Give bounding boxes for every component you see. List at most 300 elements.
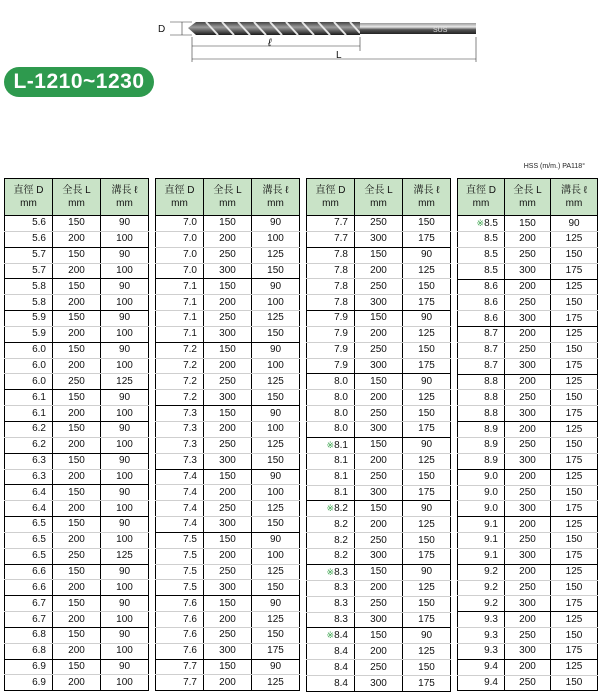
flute-length-cell: 175 (551, 643, 598, 659)
overall-length-cell: 250 (355, 596, 403, 612)
table-row (5, 675, 149, 691)
overall-length-cell: 200 (505, 374, 551, 390)
flute-length-cell: 150 (551, 247, 598, 263)
table-row (307, 596, 451, 612)
overall-length-cell: 300 (505, 263, 551, 279)
table-row (458, 327, 598, 343)
flute-length-cell: 100 (252, 358, 300, 374)
table-row (307, 437, 451, 453)
overall-length-cell: 200 (505, 469, 551, 485)
diameter-cell: 6.8 (5, 627, 53, 643)
diameter-cell: 8.1 (307, 469, 355, 485)
overall-length-cell: 300 (505, 406, 551, 422)
overall-length-cell: 200 (355, 326, 403, 342)
diameter-cell: 7.1 (156, 295, 204, 311)
diameter-cell: 9.3 (458, 628, 505, 644)
table-row (307, 342, 451, 358)
overall-length-cell: 300 (355, 485, 403, 501)
flute-length-cell: 125 (252, 564, 300, 580)
table-row (458, 437, 598, 453)
table-row (5, 612, 149, 628)
overall-length-cell: 200 (355, 263, 403, 279)
flute-length-cell: 100 (101, 437, 149, 453)
flute-length-cell: 100 (101, 326, 149, 342)
diameter-cell: 8.0 (307, 390, 355, 406)
flute-length-cell: 90 (101, 216, 149, 232)
table-row (5, 247, 149, 263)
diameter-cell: 9.2 (458, 580, 505, 596)
overall-length-cell: 150 (355, 564, 403, 580)
overall-length-cell: 200 (355, 390, 403, 406)
mark-icon: ※ (326, 566, 335, 577)
diameter-cell: 7.2 (156, 358, 204, 374)
overall-length-cell: 250 (505, 675, 551, 691)
flute-length-cell: 175 (551, 263, 598, 279)
diameter-cell: 8.2 (307, 549, 355, 565)
flute-length-cell: 175 (403, 231, 451, 247)
flute-length-cell: 175 (551, 453, 598, 469)
diameter-cell: 8.5 (458, 263, 505, 279)
table-row (156, 279, 300, 295)
flute-length-cell: 100 (252, 295, 300, 311)
table-row (307, 406, 451, 422)
table-row (5, 437, 149, 453)
overall-length-cell: 200 (204, 485, 252, 501)
table-row (458, 374, 598, 390)
table-row (458, 342, 598, 358)
diameter-cell: 7.9 (307, 342, 355, 358)
table-row (307, 390, 451, 406)
flute-length-cell: 90 (403, 437, 451, 453)
table-row (5, 643, 149, 659)
flute-length-cell: 150 (551, 390, 598, 406)
flute-length-cell: 125 (403, 326, 451, 342)
flute-length-cell: 90 (101, 279, 149, 295)
overall-length-cell: 200 (204, 548, 252, 564)
overall-length-cell: 300 (204, 390, 252, 406)
table-row (5, 358, 149, 374)
table-row (458, 485, 598, 501)
table-row (307, 660, 451, 676)
diameter-cell: 9.4 (458, 675, 505, 691)
diameter-cell: 5.8 (5, 279, 53, 295)
flute-length-cell: 175 (403, 485, 451, 501)
table-row (156, 216, 300, 232)
overall-length-cell: 200 (355, 453, 403, 469)
overall-length-cell: 200 (355, 580, 403, 596)
diameter-cell: 7.5 (156, 580, 204, 596)
table-row (458, 422, 598, 438)
overall-length-cell: 200 (505, 232, 551, 248)
diameter-cell: 7.3 (156, 406, 204, 422)
header-overall-length: 全長 L mm (204, 179, 252, 216)
diameter-cell: 7.5 (156, 532, 204, 548)
overall-length-cell: 300 (204, 580, 252, 596)
flute-length-cell: 100 (101, 501, 149, 517)
flute-length-cell: 150 (403, 596, 451, 612)
table-row (458, 216, 598, 232)
flute-length-cell: 125 (551, 422, 598, 438)
flute-length-cell: 175 (551, 548, 598, 564)
overall-length-cell: 200 (53, 580, 101, 596)
flute-length-cell: 150 (551, 533, 598, 549)
flute-length-cell: 175 (252, 643, 300, 659)
table-row (156, 643, 300, 659)
diameter-cell: 6.3 (5, 453, 53, 469)
table-row (458, 469, 598, 485)
overall-length-cell: 250 (355, 660, 403, 676)
overall-length-cell: 250 (505, 628, 551, 644)
overall-length-cell: 150 (204, 596, 252, 612)
overall-length-cell: 300 (505, 453, 551, 469)
diameter-cell: 9.0 (458, 501, 505, 517)
table-row (156, 390, 300, 406)
diameter-cell: 6.1 (5, 406, 53, 422)
diameter-cell: 5.6 (5, 216, 53, 232)
overall-length-cell: 300 (505, 311, 551, 327)
overall-length-cell: 200 (204, 612, 252, 628)
flute-length-cell: 175 (403, 549, 451, 565)
flute-length-cell: 125 (252, 374, 300, 390)
diameter-cell: 8.9 (458, 422, 505, 438)
diameter-cell: 9.1 (458, 517, 505, 533)
overall-length-cell: 250 (505, 437, 551, 453)
diameter-cell: 5.6 (5, 231, 53, 247)
overall-length-cell: 250 (53, 548, 101, 564)
diameter-cell: 8.0 (307, 421, 355, 437)
overall-length-cell: 200 (505, 659, 551, 675)
table-row (156, 485, 300, 501)
flute-length-cell: 125 (551, 659, 598, 675)
diameter-cell: 9.1 (458, 533, 505, 549)
overall-length-cell: 200 (505, 279, 551, 295)
diameter-cell: 7.2 (156, 390, 204, 406)
flute-length-cell: 175 (403, 676, 451, 692)
overall-length-cell: 250 (355, 406, 403, 422)
overall-length-cell: 250 (505, 533, 551, 549)
diameter-cell: 5.7 (5, 263, 53, 279)
series-badge: L-1210~1230 (4, 67, 154, 97)
table-row (5, 469, 149, 485)
flute-length-label: ℓ (268, 37, 272, 49)
diameter-cell: 7.1 (156, 279, 204, 295)
flute-length-cell: 125 (101, 548, 149, 564)
overall-length-cell: 150 (53, 216, 101, 232)
diameter-cell: 7.7 (307, 231, 355, 247)
overall-length-cell: 200 (53, 469, 101, 485)
diameter-cell: 8.5 (458, 247, 505, 263)
overall-length-cell: 200 (204, 358, 252, 374)
header-diameter: 直徑 D mm (156, 179, 204, 216)
flute-length-cell: 125 (551, 469, 598, 485)
flute-length-cell: 150 (403, 469, 451, 485)
overall-length-cell: 200 (505, 564, 551, 580)
table-row (307, 549, 451, 565)
header-overall-length: 全長 L mm (505, 179, 551, 216)
flute-length-cell: 90 (252, 216, 300, 232)
header-flute-length: 溝長 ℓ mm (403, 179, 451, 216)
diameter-cell: 7.0 (156, 216, 204, 232)
diameter-cell: 7.9 (307, 326, 355, 342)
diameter-cell: 8.7 (458, 327, 505, 343)
flute-length-cell: 150 (252, 627, 300, 643)
flute-length-cell: 175 (403, 612, 451, 628)
diameter-cell: ※8.3 (307, 564, 355, 580)
flute-length-cell: 90 (252, 342, 300, 358)
flute-length-cell: 100 (252, 231, 300, 247)
diameter-cell: 7.8 (307, 279, 355, 295)
overall-length-cell: 200 (53, 501, 101, 517)
table-row (5, 517, 149, 533)
diameter-cell: 6.1 (5, 390, 53, 406)
table-row (156, 612, 300, 628)
diameter-cell: 8.7 (458, 358, 505, 374)
table-row (307, 311, 451, 327)
table-row (156, 247, 300, 263)
table-row (307, 421, 451, 437)
table-row (156, 659, 300, 675)
diameter-cell: 9.0 (458, 469, 505, 485)
flute-length-cell: 175 (551, 596, 598, 612)
flute-length-cell: 90 (403, 564, 451, 580)
diameter-cell: 6.0 (5, 342, 53, 358)
diameter-cell: 5.9 (5, 326, 53, 342)
overall-length-cell: 300 (505, 596, 551, 612)
table-row (5, 231, 149, 247)
flute-length-cell: 150 (252, 390, 300, 406)
diameter-cell: 7.1 (156, 311, 204, 327)
overall-length-cell: 200 (204, 231, 252, 247)
diameter-cell: 7.8 (307, 247, 355, 263)
flute-length-cell: 125 (403, 390, 451, 406)
table-row (458, 295, 598, 311)
diameter-cell: 7.0 (156, 231, 204, 247)
table-row (307, 326, 451, 342)
overall-length-cell: 250 (505, 580, 551, 596)
table-row (156, 517, 300, 533)
overall-length-cell: 150 (204, 532, 252, 548)
flute-length-cell: 175 (551, 311, 598, 327)
table-row (458, 501, 598, 517)
flute-length-cell: 90 (403, 628, 451, 644)
overall-length-cell: 200 (355, 644, 403, 660)
flute-length-cell: 125 (403, 453, 451, 469)
table-row (156, 580, 300, 596)
flute-length-cell: 150 (252, 517, 300, 533)
diameter-cell: 7.3 (156, 421, 204, 437)
flute-length-cell: 100 (252, 485, 300, 501)
diameter-cell: 6.9 (5, 659, 53, 675)
flute-length-cell: 90 (101, 596, 149, 612)
diameter-cell: 8.1 (307, 485, 355, 501)
flute-length-cell: 100 (101, 295, 149, 311)
overall-length-cell: 150 (53, 627, 101, 643)
diameter-cell: 6.9 (5, 675, 53, 691)
overall-length-cell: 200 (53, 532, 101, 548)
flute-length-cell: 100 (252, 421, 300, 437)
table-row (156, 358, 300, 374)
table-row (307, 628, 451, 644)
table-row (458, 406, 598, 422)
diameter-cell: 8.6 (458, 311, 505, 327)
diameter-cell: 7.2 (156, 342, 204, 358)
flute-length-cell: 90 (403, 501, 451, 517)
flute-length-cell: 90 (252, 406, 300, 422)
table-row (458, 453, 598, 469)
flute-length-cell: 90 (101, 659, 149, 675)
table-row (307, 501, 451, 517)
diameter-cell: 7.6 (156, 643, 204, 659)
diameter-cell: 8.6 (458, 295, 505, 311)
drill-illustration (150, 10, 480, 65)
flute-length-cell: 100 (101, 532, 149, 548)
diameter-cell: 7.9 (307, 358, 355, 374)
flute-length-cell: 100 (101, 643, 149, 659)
table-row (5, 311, 149, 327)
overall-length-cell: 300 (355, 231, 403, 247)
overall-length-cell: 300 (204, 326, 252, 342)
diameter-cell: 7.6 (156, 612, 204, 628)
flute-length-cell: 150 (403, 406, 451, 422)
overall-length-cell: 200 (53, 358, 101, 374)
mark-icon: ※ (476, 218, 485, 228)
flute-length-cell: 125 (101, 374, 149, 390)
flute-length-cell: 90 (101, 342, 149, 358)
diameter-cell: 9.2 (458, 564, 505, 580)
flute-length-cell: 100 (101, 580, 149, 596)
overall-length-cell: 150 (505, 216, 551, 232)
overall-length-cell: 150 (53, 279, 101, 295)
flute-length-cell: 125 (551, 327, 598, 343)
overall-length-cell: 300 (355, 358, 403, 374)
overall-length-cell: 250 (204, 501, 252, 517)
diameter-cell: ※8.5 (458, 216, 505, 232)
flute-length-cell: 100 (101, 612, 149, 628)
overall-length-cell: 150 (53, 311, 101, 327)
flute-length-cell: 125 (551, 517, 598, 533)
mark-icon: ※ (326, 503, 335, 514)
flute-length-cell: 125 (252, 311, 300, 327)
diameter-cell: 8.6 (458, 279, 505, 295)
table-row (156, 532, 300, 548)
flute-length-cell: 150 (252, 263, 300, 279)
mark-icon: ※ (326, 630, 335, 641)
overall-length-cell: 250 (204, 437, 252, 453)
shank-mark: SUS (433, 27, 448, 34)
overall-length-cell: 200 (505, 422, 551, 438)
table-row (307, 469, 451, 485)
material-note: HSS (m/m.) PA118° (523, 163, 585, 170)
header-flute-length: 溝長 ℓ mm (101, 179, 149, 216)
diameter-cell: 6.4 (5, 501, 53, 517)
overall-length-cell: 300 (355, 549, 403, 565)
overall-length-cell: 250 (355, 216, 403, 232)
flute-length-cell: 90 (252, 596, 300, 612)
flute-length-cell: 175 (403, 295, 451, 311)
table-row (458, 596, 598, 612)
diameter-cell: 6.7 (5, 596, 53, 612)
flute-length-cell: 125 (403, 580, 451, 596)
diameter-cell: 8.3 (307, 580, 355, 596)
diameter-cell: 6.8 (5, 643, 53, 659)
flute-length-cell: 90 (101, 564, 149, 580)
overall-length-label: L (336, 50, 342, 61)
overall-length-cell: 300 (204, 263, 252, 279)
flute-length-cell: 125 (403, 263, 451, 279)
diameter-cell: 6.5 (5, 532, 53, 548)
flute-length-cell: 90 (101, 627, 149, 643)
overall-length-cell: 250 (204, 247, 252, 263)
table-row (156, 564, 300, 580)
flute-length-cell: 150 (403, 342, 451, 358)
flute-length-cell: 150 (551, 675, 598, 691)
flute-length-cell: 125 (551, 232, 598, 248)
table-row (307, 279, 451, 295)
flute-length-cell: 125 (551, 612, 598, 628)
table-row (5, 326, 149, 342)
diameter-cell: 7.9 (307, 311, 355, 327)
diameter-cell: 6.5 (5, 548, 53, 564)
table-row (5, 596, 149, 612)
table-row (307, 231, 451, 247)
diameter-cell: 8.2 (307, 533, 355, 549)
table-row (307, 374, 451, 390)
overall-length-cell: 150 (204, 279, 252, 295)
flute-length-cell: 90 (252, 469, 300, 485)
table-row (5, 580, 149, 596)
diameter-cell: 7.0 (156, 247, 204, 263)
overall-length-cell: 150 (53, 659, 101, 675)
table-row (307, 517, 451, 533)
flute-length-cell: 125 (252, 247, 300, 263)
header-diameter: 直徑 D mm (5, 179, 53, 216)
flute-length-cell: 150 (252, 453, 300, 469)
overall-length-cell: 300 (204, 453, 252, 469)
table-row (458, 279, 598, 295)
overall-length-cell: 300 (355, 295, 403, 311)
overall-length-cell: 150 (204, 469, 252, 485)
diameter-cell: 7.3 (156, 437, 204, 453)
diameter-cell: 7.7 (156, 675, 204, 691)
table-row (156, 406, 300, 422)
diameter-cell: 7.6 (156, 596, 204, 612)
flute-length-cell: 150 (551, 295, 598, 311)
table-row (5, 564, 149, 580)
diameter-cell: 7.7 (156, 659, 204, 675)
overall-length-cell: 200 (204, 675, 252, 691)
diameter-cell: 6.6 (5, 564, 53, 580)
overall-length-cell: 200 (53, 675, 101, 691)
flute-length-cell: 90 (101, 311, 149, 327)
overall-length-cell: 250 (355, 469, 403, 485)
flute-length-cell: 125 (403, 517, 451, 533)
diameter-cell: 9.1 (458, 548, 505, 564)
flute-length-cell: 175 (403, 358, 451, 374)
diameter-cell: 7.4 (156, 485, 204, 501)
overall-length-cell: 250 (204, 311, 252, 327)
table-row (5, 627, 149, 643)
flute-length-cell: 175 (403, 421, 451, 437)
table-row (458, 564, 598, 580)
table-row (5, 216, 149, 232)
diameter-cell: 7.4 (156, 501, 204, 517)
overall-length-cell: 150 (204, 406, 252, 422)
table-row (458, 247, 598, 263)
table-row (307, 485, 451, 501)
diameter-cell: 7.8 (307, 263, 355, 279)
diameter-cell: 8.4 (307, 676, 355, 692)
flute-length-cell: 100 (252, 548, 300, 564)
